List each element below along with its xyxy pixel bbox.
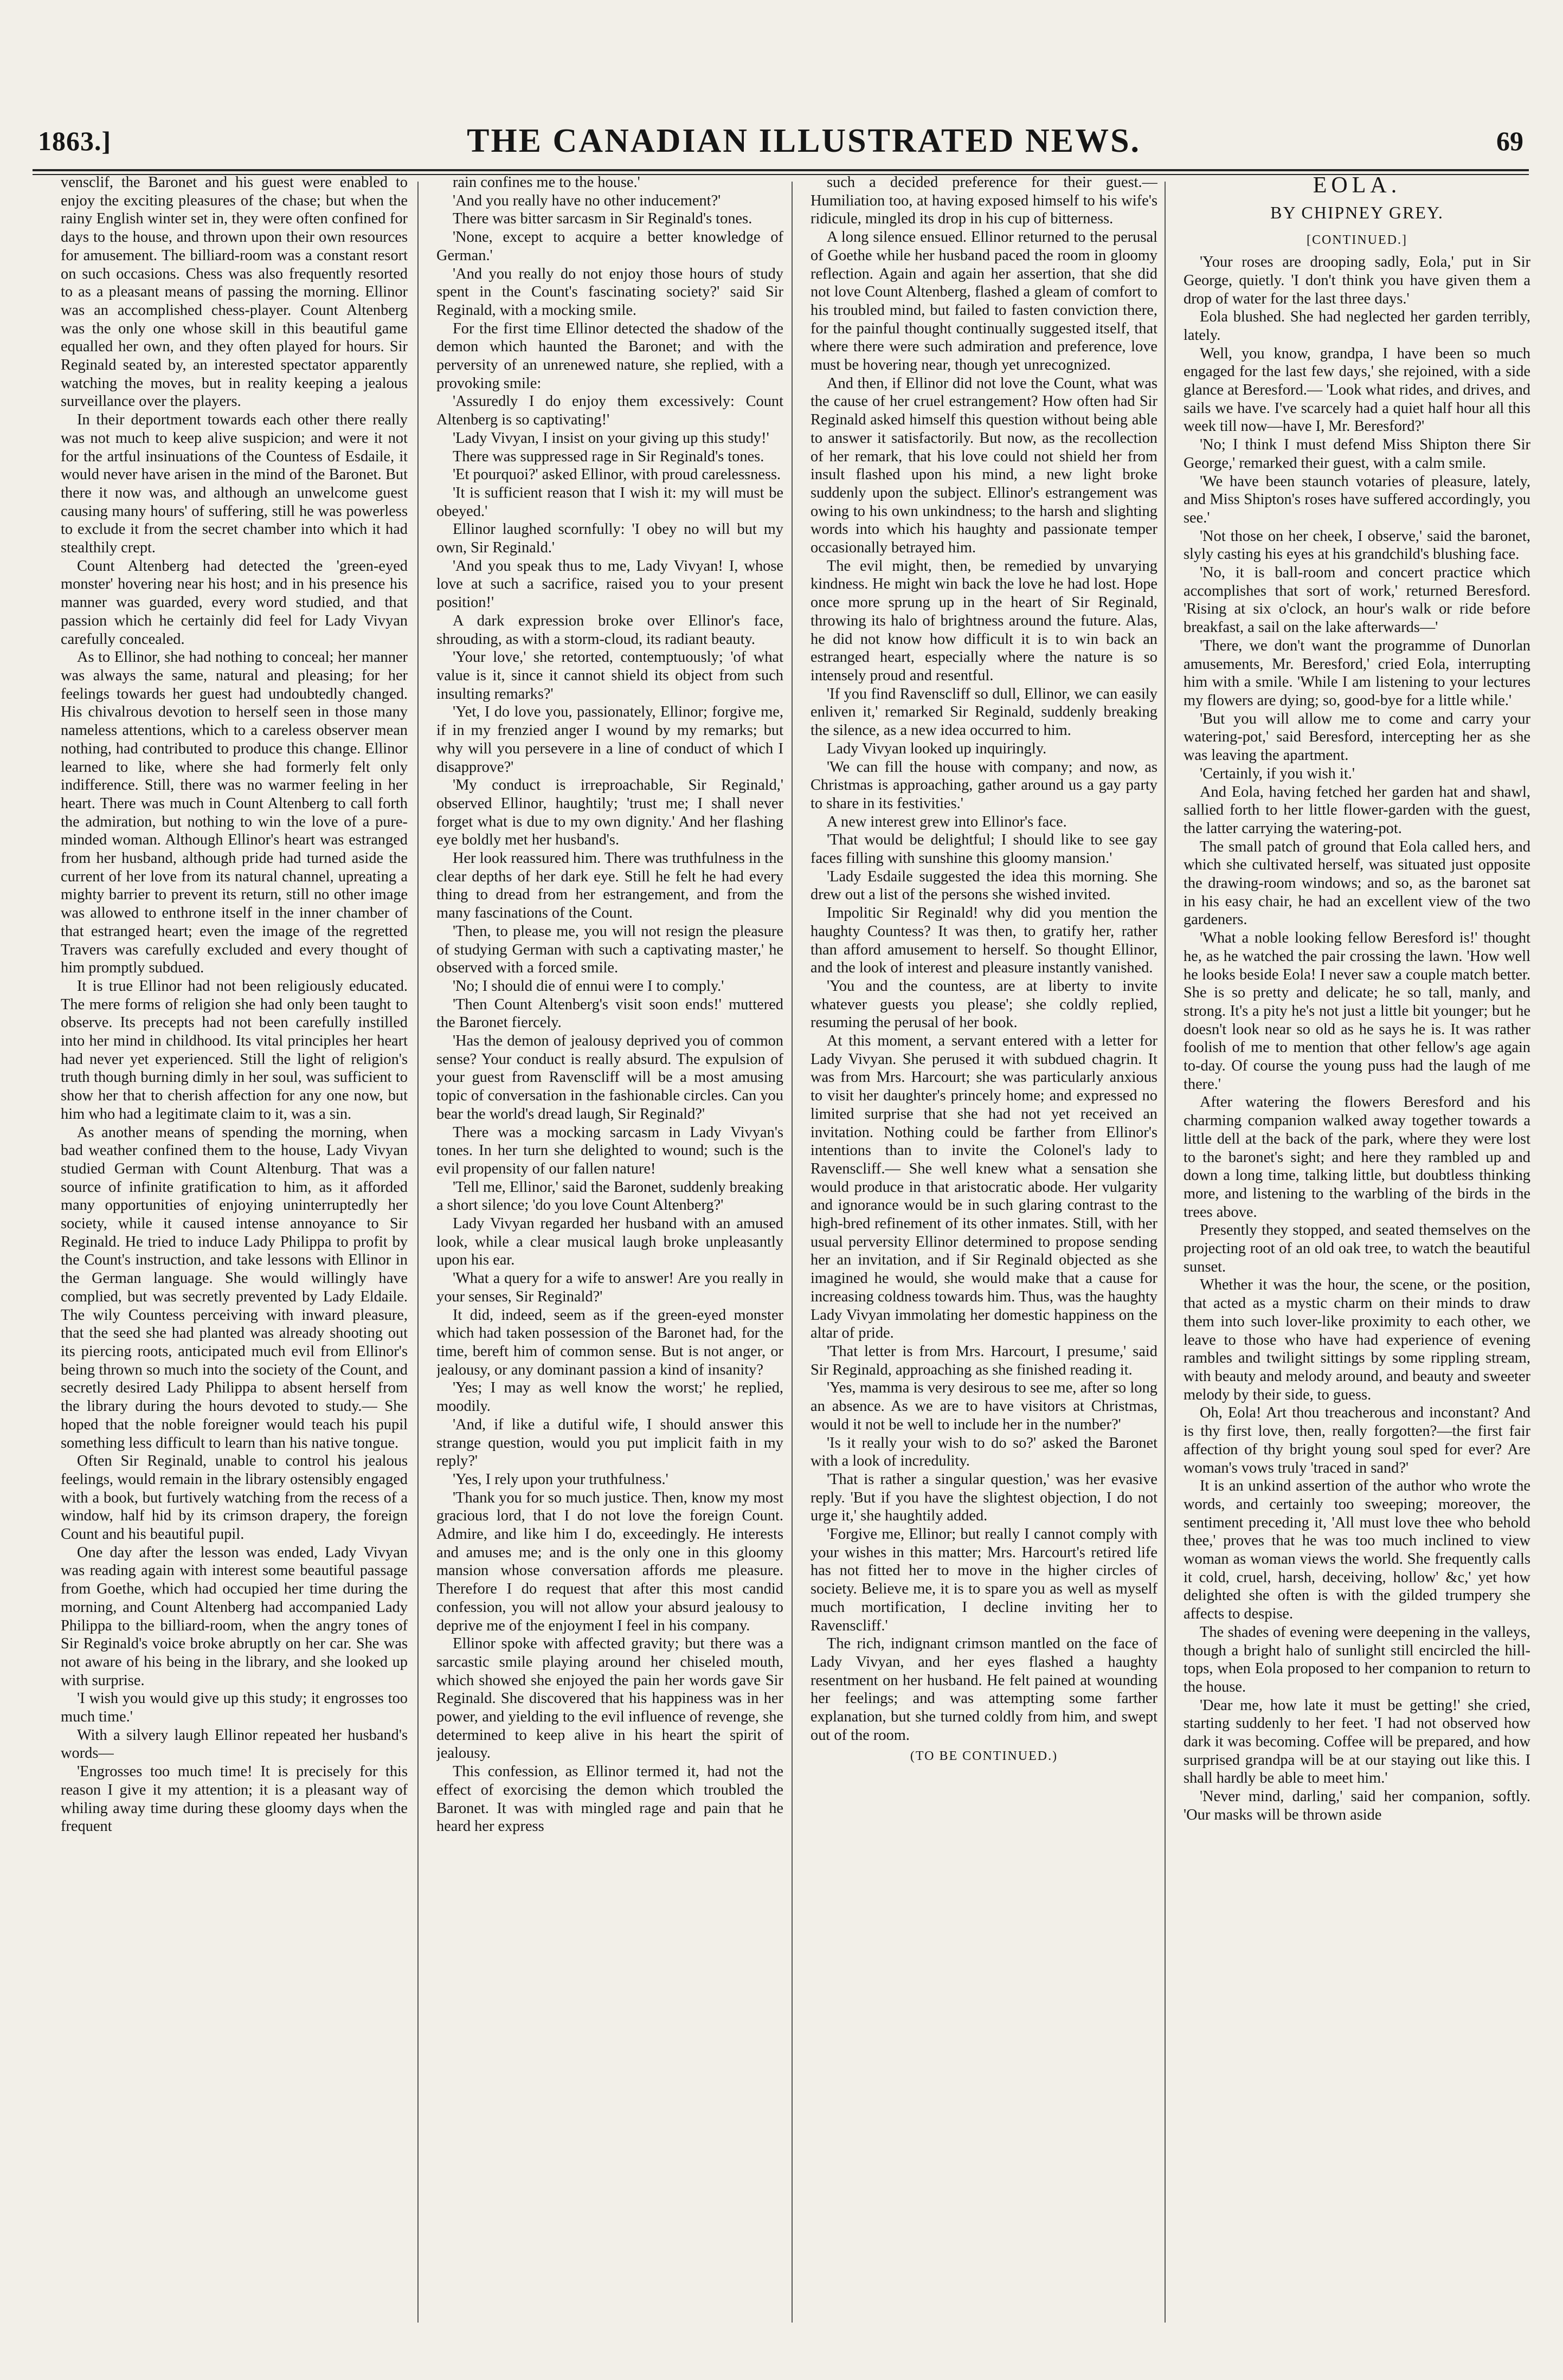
paragraph: 'That letter is from Mrs. Harcourt, I presume,' said Sir Reginald, approaching as she finished reading it. [811,1343,1157,1378]
paragraph: 'We have been staunch votaries of pleasure, lately, and Miss Shipton's roses have suffered accordingly, you see.' [1183,473,1530,526]
paragraph: 'No; I should die of ennui were I to comply.' [453,977,724,995]
to-be-continued-note: (TO BE CONTINUED.) [910,1749,1058,1764]
paragraph: The evil might, then, be remedied by unvarying kindness. He might win back the love he had lost. Hope once more sprung up in the heart of Sir Reginald, throwing its halo of brightness around the future. Alas, he did not know how difficult it is to win back an estranged heart, especially where the nature is so intensely proud and resentful. [811,557,1157,684]
paragraph: 'That is rather a singular question,' was her evasive reply. 'But if you have the slightest objection, I do not urge it,' she haughtily added. [811,1470,1157,1525]
paragraph: vensclif, the Baronet and his guest were enabled to enjoy the exciting pleasures of the chase; but when the rainy English winter set in, they were often confined for days to the house, and thrown upon their own resources for amusement. The billiard-room was a constant resort on such occasions. Chess was also frequently resorted to as a pleasant means of passing the morning. Ellinor was an accomplished chess-player. Count Altenberg was the only one whose skill in this beautiful game equalled her own, and they often played for hours. Sir Reginald seated by, an interested spectator apparently watching the moves, but in reality keeping a jealous surveillance over the players. [61,174,408,410]
paragraph: 'Dear me, how late it must be getting!' she cried, starting suddenly to her feet. 'I had not observed how dark it was becoming. Coffee will be prepared, and how surprised grandpa will be at our staying out like this. I shall hardly be able to meet him.' [1183,1697,1530,1787]
paragraph: such a decided preference for their guest.— Humiliation too, at having exposed himself to his wife's ridicule, mingled its drop in his cup of bitterness. [811,174,1157,228]
paragraph: The small patch of ground that Eola called hers, and which she cultivated herself, was situated just opposite the drawing-room windows; and so, as the baronet sat in his easy chair, he had an excellent view of the two gardeners. [1183,838,1530,928]
paragraph: There was suppressed rage in Sir Reginald's tones. [453,448,764,465]
paragraph: At this moment, a servant entered with a letter for Lady Vivyan. She perused it with subdued chagrin. It was from Mrs. Harcourt; she was particularly anxious to visit her daughter's princely home; and expressed no limited surprise that she had not yet received an invitation. Nothing could be farther from Ellinor's intentions than to invite the Colonel's lady to Ravenscliff.— She well knew what a sensation she would produce in that aristocratic abode. Her vulgarity and ignorance would be in such glaring contrast to the high-bred refinement of its other inmates. Still, with her usual perversity Ellinor determined to propose sending her an invitation, and if Sir Reginald objected as she imagined he would, she would make that a cause for increasing coldness towards him. Thus, was the haughty Lady Vivyan immolating her domestic happiness on the altar of pride. [811,1033,1157,1342]
paragraph: 'Yes; I may as well know the worst;' he replied, moodily. [436,1379,783,1415]
paragraph: Well, you know, grandpa, I have been so much engaged for the last few days,' she rejoined, with a side glance at Beresford.— 'Look what rides, and drives, and sails we have. I've scarcely had a quiet half hour all this week till now—have I, Mr. Beresford?' [1183,345,1530,435]
continued-label: [CONTINUED.] [1307,233,1407,248]
paragraph: As another means of spending the morning, when bad weather confined them to the house, Lady Vivyan studied German with Count Altenburg. That was a source of infinite gratification to him, as it afforded many opportunities of enjoying uninterruptedly her society, while it caused intense annoyance to Sir Reginald. He tried to induce Lady Philippa to profit by the Count's instruction, and take lessons with Ellinor in the German language. She would willingly have complied, but was secretly prevented by Lady Eldaile. The wily Countess perceiving with inward pleasure, that the seed she had planted was already shooting out its piercing roots, anticipated much evil from Ellinor's being thrown so much into the society of the Count, and secretly desired Lady Philippa to absent herself from the library during the hours devoted to study.— She hoped that the noble foreigner would teach his pupil something less difficult to learn than his native tongue. [61,1124,408,1452]
paragraph: 'No, it is ball-room and concert practice which accomplishes that sort of work,' returned Beresford. 'Rising at six o'clock, an hour's walk or ride before breakfast, a sail on the lake afterwards—' [1183,564,1530,636]
page-number: 69 [1496,126,1523,156]
header-rule [33,169,1529,171]
paragraph: 'Then, to please me, you will not resign the pleasure of studying German with such a captivating master,' he observed with a forced smile. [436,923,783,977]
paragraph: Oh, Eola! Art thou treacherous and inconstant? And is thy first love, then, really forgotten?—the first fair affection of thy bright young soul sped for ever? Are woman's vows truly 'traced in sand?' [1183,1404,1530,1476]
paragraph: This confession, as Ellinor termed it, had not the effect of exorcising the demon which troubled the Baronet. It was with mingled rage and pain that he heard her express [436,1763,783,1835]
paragraph: The rich, indignant crimson mantled on the face of Lady Vivyan, and her eyes flashed a haughty resentment on her husband. He felt pained at wounding her feelings; and was attempting some farther explanation, but she turned coldly from him, and swept out of the room. [811,1635,1157,1744]
paragraph: 'But you will allow me to come and carry your watering-pot,' said Beresford, intercepting her as she was leaving the apartment. [1183,710,1530,764]
story-author: BY CHIPNEY GREY. [1270,202,1444,222]
column-divider [1165,182,1166,2323]
paragraph: It is true Ellinor had not been religiously educated. The mere forms of religion she had only been taught to observe. Its precepts had not been carefully instilled into her mind in childhood. Its vital principles her heart had never yet experienced. Still the light of religion's truth though burning dimly in her soul, was sufficient to show her that to cherish affection for any one now, but him who had a legitimate claim to it, was a sin. [61,977,408,1123]
paragraph: Her look reassured him. There was truthfulness in the clear depths of her dark eye. Still he felt he had every thing to dread from her estrangement, and from the many fascinations of the Count. [436,850,783,922]
paragraph: 'None, except to acquire a better knowledge of German.' [436,229,783,264]
newspaper-title: THE CANADIAN ILLUSTRATED NEWS. [467,122,1141,159]
paragraph: 'Yes, mamma is very desirous to see me, after so long an absence. As we are to have visitors at Christmas, would it not be well to include her in the number?' [811,1379,1157,1433]
article-column-2 [436,173,783,2331]
paragraph: 'And you really do not enjoy those hours of study spent in the Count's fascinating society?' said Sir Reginald, with a mocking smile. [436,265,783,319]
paragraph: Impolitic Sir Reginald! why did you mention the haughty Countess? It was then, to gratify her, rather than afford amusement to herself. So thought Ellinor, and the look of interest and pleasure instantly vanished. [811,905,1157,977]
paragraph: Ellinor spoke with affected gravity; but there was a sarcastic smile playing around her chiseled mouth, which showed she enjoyed the pain her words gave Sir Reginald. She discovered that his happiness was in her power, and yielding to the evil influence of revenge, she determined to keep alive in his heart the spirit of jealousy. [436,1635,783,1762]
paragraph: 'Lady Vivyan, I insist on your giving up this study!' [453,429,769,447]
paragraph: 'Forgive me, Ellinor; but really I cannot comply with your wishes in this matter; Mrs. Harcourt's retired life has not fitted her to move in the higher circles of society. Believe me, it is to spare you as well as myself much mortification, I decline inviting her to Ravenscliff.' [811,1526,1157,1634]
paragraph: 'And you really have no other inducement?' [453,192,721,209]
paragraph: 'What a query for a wife to answer! Are you really in your senses, Sir Reginald?' [436,1270,783,1305]
paragraph: For the first time Ellinor detected the shadow of the demon which haunted the Baronet; and with the perversity of an unrenewed nature, she replied, with a provoking smile: [436,320,783,392]
article-column-1 [61,173,408,2331]
paragraph: 'I wish you would give up this study; it engrosses too much time.' [61,1690,408,1726]
paragraph: Ellinor laughed scornfully: 'I obey no will but my own, Sir Reginald.' [436,521,783,557]
paragraph: 'And, if like a dutiful wife, I should answer this strange question, would you put implicit faith in my reply?' [436,1416,783,1470]
paragraph: With a silvery laugh Ellinor repeated her husband's words— [61,1726,408,1762]
paragraph: It did, indeed, seem as if the green-eyed monster which had taken possession of the Baronet had, for the time, bereft him of common sense. But is not anger, or jealousy, or any dominant passion a kind of insanity? [436,1306,783,1378]
page-header [38,114,1523,168]
paragraph: 'Yes, I rely upon your truthfulness.' [453,1470,668,1488]
paragraph: There was bitter sarcasm in Sir Reginald's tones. [453,210,752,228]
paragraph: 'Has the demon of jealousy deprived you of common sense? Your conduct is really absurd. The expulsion of your guest from Ravenscliff will be a most amusing topic of conversation in the fashionable circles. Can you bear the world's dread laugh, Sir Reginald?' [436,1033,783,1123]
paragraph: Often Sir Reginald, unable to control his jealous feelings, would remain in the library ostensibly engaged with a book, but furtively watching from the recess of a window, half hid by its crimson drapery, the foreign Count and his beautiful pupil. [61,1453,408,1543]
paragraph: A dark expression broke over Ellinor's face, shrouding, as with a storm-cloud, its radiant beauty. [436,612,783,648]
paragraph: rain confines me to the house.' [453,174,640,191]
paragraph: 'Your love,' she retorted, contemptuously; 'of what value is it, since it cannot shield its object from such insulting remarks?' [436,649,783,702]
paragraph: A new interest grew into Ellinor's face. [827,813,1067,830]
paragraph: 'Certainly, if you wish it.' [1200,765,1355,782]
article-column-4 [1183,173,1530,2331]
paragraph: 'Assuredly I do enjoy them excessively: Count Altenberg is so captivating!' [436,393,783,429]
paragraph: 'There, we don't want the programme of Dunorlan amusements, Mr. Beresford,' cried Eola, interrupting him with a smile. 'While I am listening to your lectures my flowers are dying; so, good-bye for a little while.' [1183,637,1530,709]
paragraph: 'Engrosses too much time! It is precisely for this reason I give it my attention; it is a pleasant way of whiling away time during these gloomy days when the frequent [61,1763,408,1835]
paragraph: 'It is sufficient reason that I wish it: my will must be obeyed.' [436,484,783,520]
paragraph: 'You and the countess, are at liberty to invite whatever guests you please'; she coldly replied, resuming the perusal of her book. [811,977,1157,1031]
paragraph: 'Lady Esdaile suggested the idea this morning. She drew out a list of the persons she wished invited. [811,868,1157,904]
paragraph: 'Is it really your wish to do so?' asked the Baronet with a look of incredulity. [811,1434,1157,1470]
paragraph: 'That would be delightful; I should like to see gay faces filling with sunshine this gloomy mansion.' [811,831,1157,867]
paragraph: 'And you speak thus to me, Lady Vivyan! I, whose love at such a sacrifice, raised you to your present position!' [436,557,783,611]
paragraph: Eola blushed. She had neglected her garden terribly, lately. [1183,308,1530,344]
paragraph: 'My conduct is irreproachable, Sir Reginald,' observed Ellinor, haughtily; 'trust me; I shall never forget what is due to my own dignity.' And her flashing eye boldly met her husband's. [436,777,783,849]
story-title: EOLA. [1313,173,1401,198]
paragraph: 'Thank you for so much justice. Then, know my most gracious lord, that I do not love the foreign Count. Admire, and like him I do, exceedingly. He interests and amuses me; and is the only one in this gloomy mansion whose conversation affords me pleasure. Therefore I do request that after this most candid confession, you will not allow your absurd jealousy to deprive me of the enjoyment I feel in his company. [436,1489,783,1634]
paragraph: 'If you find Ravenscliff so dull, Ellinor, we can easily enliven it,' remarked Sir Reginald, suddenly breaking the silence, as a new idea occurred to him. [811,685,1157,739]
issue-year: 1863.] [38,126,112,156]
paragraph: Count Altenberg had detected the 'green-eyed monster' hovering near his host; and in his presence his manner was guarded, every word studied, and that passion which he certainly did feel for Lady Vivyan carefully concealed. [61,557,408,648]
paragraph: Whether it was the hour, the scene, or the position, that acted as a mystic charm on their minds to draw them into such lover-like proximity to each other, we leave to those who have had experience of evening rambles and twilight sittings by some rippling stream, with beauty and melody around, and beauty and sweeter melody by their side, to guess. [1183,1276,1530,1403]
paragraph: 'Your roses are drooping sadly, Eola,' put in Sir George, quietly. 'I don't think you have given them a drop of water for the last three days.' [1183,254,1530,307]
paragraph: The shades of evening were deepening in the valleys, though a bright halo of sunlight still encircled the hill-tops, when Eola proposed to her companion to return to the house. [1183,1623,1530,1695]
paragraph: And then, if Ellinor did not love the Count, what was the cause of her cruel estrangement? How often had Sir Reginald asked himself this question without being able to answer it satisfactorily. But now, as the recollection of her remark, that his love could not shield her from insult flashed upon his mind, a new light broke suddenly upon the subject. Ellinor's estrangement was owing to his own unkindness; to the harsh and slighting words into which his haughty and passionate temper occasionally betrayed him. [811,375,1157,557]
paragraph: 'Yet, I do love you, passionately, Ellinor; forgive me, if in my frenzied anger I wound by my remarks; but why will you persevere in a line of conduct of which I disapprove?' [436,704,783,776]
paragraph: 'No; I think I must defend Miss Shipton there Sir George,' remarked their guest, with a calm smile. [1183,436,1530,472]
paragraph: 'Tell me, Ellinor,' said the Baronet, suddenly breaking a short silence; 'do you love Count Altenberg?' [436,1178,783,1214]
paragraph: It is an unkind assertion of the author who wrote the words, and certainly too sweeping; moreover, the sentiment preceding it, 'All must love thee who behold thee,' proves that he was too much inclined to view woman as woman views the world. She frequently calls it cold, cruel, harsh, deceiving, hollow' &c,' yet how delighted she often is with the gilded trumpery she affects to despise. [1183,1478,1530,1623]
paragraph: A long silence ensued. Ellinor returned to the perusal of Goethe while her husband paced the room in gloomy reflection. Again and again her assertion, that she did not love Count Altenberg, flashed a gleam of comfort to his troubled mind, but failed to fasten conviction there, for the painful thought continually suggested itself, that where there were such admiration and preference, love must be hovering near, though yet unrecognized. [811,229,1157,374]
column-divider [417,182,419,2323]
paragraph: After watering the flowers Beresford and his charming companion walked away together towards a little dell at the back of the park, where they were lost to the baronet's sight; and here they rambled up and down a long time, talking little, but doubtless thinking more, and listening to the warbling of the birds in the trees above. [1183,1094,1530,1221]
paragraph: As to Ellinor, she had nothing to conceal; her manner was always the same, natural and pleasing; for her feelings towards her guest had undoubtedly changed. His chivalrous devotion to herself seen in those many nameless attentions, which to a careless observer mean nothing, had contributed to produce this change. Ellinor learned to like, where she had formerly felt only indifference. Still, there was no warmer feeling in her heart. There was much in Count Altenberg to call forth the admiration, but nothing to win the love of a pure-minded woman. Although Ellinor's heart was estranged from her husband, although pride had turned aside the current of her love from its natural channel, upreating a mighty barrier to prevent its return, still no other image was allowed to enthrone itself in the inner chamber of that estranged heart; even the image of the regretted Travers was carefully excluded and every thought of him promptly subdued. [61,649,408,977]
paragraph: Lady Vivyan regarded her husband with an amused look, while a clear musical laugh broke unpleasantly upon his ear. [436,1215,783,1269]
paragraph: One day after the lesson was ended, Lady Vivyan was reading again with interest some beautiful passage from Goethe, which had occupied her time during the morning, and Count Altenberg had accompanied Lady Philippa to the billiard-room, when the angry tones of Sir Reginald's voice broke abruptly on her car. She was not aware of his being in the library, and she looked up with surprise. [61,1544,408,1689]
paragraph: 'Never mind, darling,' said her companion, softly. 'Our masks will be thrown aside [1183,1788,1530,1823]
paragraph: 'Then Count Altenberg's visit soon ends!' muttered the Baronet fiercely. [436,996,783,1031]
paragraph: And Eola, having fetched her garden hat and shawl, sallied forth to her little flower-garden with the guest, the latter carrying the watering-pot. [1183,783,1530,837]
paragraph: 'Not those on her cheek, I observe,' said the baronet, slyly casting his eyes at his grandchild's blushing face. [1183,527,1530,563]
paragraph: In their deportment towards each other there really was not much to keep alive suspicion; and were it not for the artful insinuations of the Countess of Esdaile, it would never have arisen in the mind of the Baronet. But there it now was, and although an unwelcome guest causing many hours' of suffering, still he was powerless to exclude it from the secret chamber into which it had stealthily crept. [61,411,408,557]
article-column-3 [811,173,1157,2331]
column-divider [792,182,793,2323]
paragraph: 'We can fill the house with company; and now, as Christmas is approaching, gather around us a gay party to share in its festivities.' [811,758,1157,812]
paragraph: Presently they stopped, and seated themselves on the projecting root of an old oak tree, to watch the beautiful sunset. [1183,1222,1530,1275]
paragraph: 'What a noble looking fellow Beresford is!' thought he, as he watched the pair crossing the lawn. 'How well he looks beside Eola! I never saw a couple match better. She is so pretty and delicate; he so tall, manly, and strong. It's a pity he's not just a little bit younger; but he doesn't look near so old as he says he is. It was rather foolish of me to mention that other fellow's age again to-day. Of course the young puss had the laugh of me there.' [1183,930,1530,1093]
paragraph: There was a mocking sarcasm in Lady Vivyan's tones. In her turn she delighted to wound; such is the evil propensity of our fallen nature! [436,1124,783,1177]
paragraph: 'Et pourquoi?' asked Ellinor, with proud carelessness. [453,466,781,483]
paragraph: Lady Vivyan looked up inquiringly. [827,740,1047,757]
